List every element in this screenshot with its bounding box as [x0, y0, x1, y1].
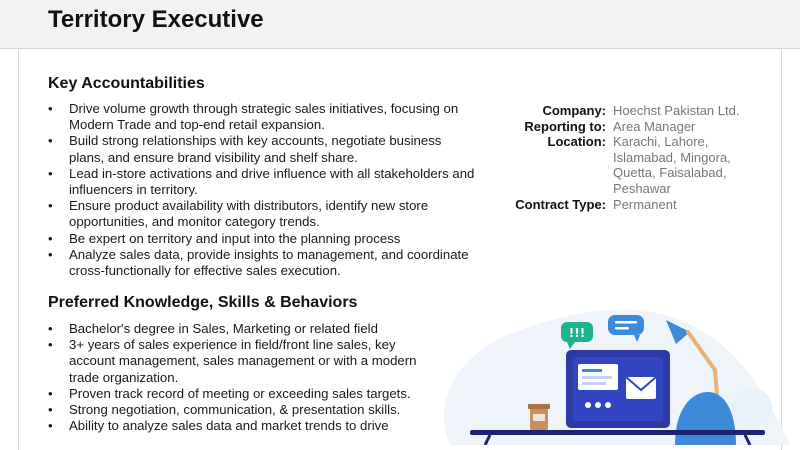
chat-bubble-text: !!!	[568, 326, 586, 340]
monitor-icon	[566, 350, 670, 428]
page-title: Territory Executive	[48, 6, 264, 33]
detail-label: Contract Type:	[515, 196, 606, 212]
preferred-skills-list	[48, 321, 433, 434]
detail-value: Karachi, Lahore, Islamabad, Mingora, Quetta, Faisalabad, Peshawar	[613, 134, 731, 196]
list-item: • Build strong relationships with key accounts, negotiate business plans, and ensure brand visibility and shelf share.	[48, 133, 478, 165]
list-item: • Drive volume growth through strategic sales initiatives, focusing on Modern Trade and top-end retail expansion.	[48, 101, 478, 133]
detail-row-location	[496, 134, 796, 196]
detail-row-contract	[496, 197, 796, 213]
list-item: • Be expert on territory and input into the planning process	[48, 231, 478, 247]
detail-row-reporting	[496, 119, 796, 135]
list-item: • 3+ years of sales experience in field/front line sales, key account management, sales management or with a modern trade organization.	[48, 337, 433, 386]
list-item: • Proven track record of meeting or exceeding sales targets.	[48, 386, 433, 402]
detail-label: Company:	[542, 103, 606, 118]
detail-label: Location:	[547, 134, 606, 150]
list-item: • Ensure product availability with distributors, identify new store opportunities, and monitor category trends.	[48, 198, 478, 230]
header-bar	[0, 0, 800, 49]
preferred-skills-heading: Preferred Knowledge, Skills & Behaviors	[48, 294, 358, 311]
detail-value: Hoechst Pakistan Ltd.	[613, 103, 740, 118]
list-item: • Lead in-store activations and drive influence with all stakeholders and influencers in territory.	[48, 166, 478, 198]
workspace-illustration	[430, 290, 800, 445]
key-accountabilities-list	[48, 101, 478, 279]
list-item: • Analyze sales data, provide insights to management, and coordinate cross-functionally for effective sales execution.	[48, 247, 478, 279]
job-details	[496, 103, 796, 212]
list-item: • Strong negotiation, communication, & presentation skills.	[48, 402, 433, 418]
background-blob-small	[732, 388, 772, 428]
list-item: • Bachelor's degree in Sales, Marketing or related field	[48, 321, 433, 337]
key-accountabilities-heading: Key Accountabilities	[48, 75, 205, 92]
detail-value: Permanent	[613, 196, 677, 212]
list-item: • Ability to analyze sales data and market trends to drive	[48, 418, 433, 434]
coffee-cup-icon	[528, 404, 550, 430]
detail-value: Area Manager	[613, 118, 696, 134]
detail-label: Reporting to:	[524, 118, 606, 134]
desk-icon	[470, 430, 765, 435]
detail-row-company	[496, 103, 796, 119]
